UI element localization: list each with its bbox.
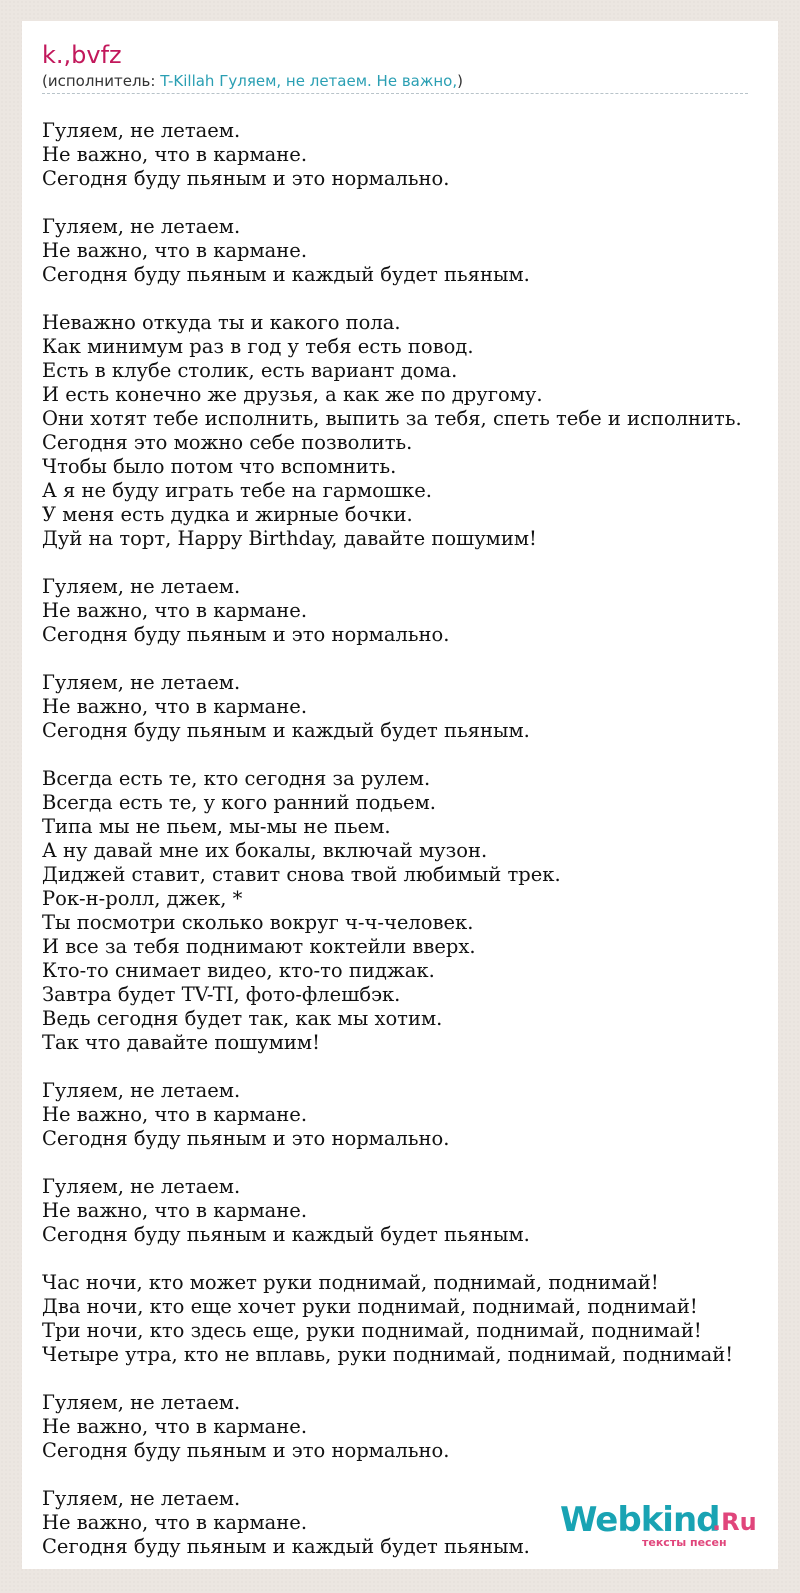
lyric-line: Гуляем, не летаем. [42, 215, 241, 238]
lyric-line: Так что давайте пошумим! [42, 1031, 320, 1054]
lyric-line: Всегда есть те, кто сегодня за рулем. [42, 767, 431, 790]
lyric-line: А я не буду играть тебе на гармошке. [42, 479, 432, 502]
lyric-line: Не важно, что в кармане. [42, 1415, 308, 1438]
stanza-gap [42, 287, 762, 311]
artist-prefix: (исполнитель: [42, 72, 161, 90]
lyric-line: Сегодня буду пьяным и это нормально. [42, 623, 450, 646]
lyric-line: Гуляем, не летаем. [42, 1487, 241, 1510]
lyric-line: Гуляем, не летаем. [42, 1391, 241, 1414]
lyric-line: Сегодня буду пьяным и это нормально. [42, 167, 450, 190]
lyric-line: Не важно, что в кармане. [42, 1103, 308, 1126]
lyric-line: Чтобы было потом что вспомнить. [42, 455, 397, 478]
lyric-line: Неважно откуда ты и какого пола. [42, 311, 401, 334]
lyric-line: Диджей ставит, ставит снова твой любимый трек. [42, 863, 561, 886]
lyrics-text [42, 119, 762, 1559]
lyric-line: Не важно, что в кармане. [42, 239, 308, 262]
lyric-line: Два ночи, кто еще хочет руки поднимай, поднимай, поднимай! [42, 1295, 698, 1318]
lyric-line: Дуй на торт, Happy Birthday, давайте пошумим! [42, 527, 537, 550]
stanza-gap [42, 191, 762, 215]
lyric-line: Как минимум раз в год у тебя есть повод. [42, 335, 474, 358]
lyric-line: Всегда есть те, у кого ранний подьем. [42, 791, 436, 814]
lyric-line: Типа мы не пьем, мы-мы не пьем. [42, 815, 391, 838]
lyric-line: И есть конечно же друзья, а как же по другому. [42, 383, 543, 406]
logo-subtitle: тексты песен [642, 1536, 727, 1549]
lyric-line: Не важно, что в кармане. [42, 143, 308, 166]
lyric-line: Сегодня буду пьяным и каждый будет пьяным. [42, 1223, 530, 1246]
stanza-gap [42, 743, 762, 767]
artist-line [42, 71, 748, 94]
lyric-line: Не важно, что в кармане. [42, 1511, 308, 1534]
lyric-line: Сегодня буду пьяным и это нормально. [42, 1127, 450, 1150]
stanza-gap [42, 1055, 762, 1079]
lyric-line: Есть в клубе столик, есть вариант дома. [42, 359, 458, 382]
lyric-line: Не важно, что в кармане. [42, 695, 308, 718]
artist-link[interactable]: T-Killah Гуляем, не летаем. Не важно, [160, 72, 458, 90]
lyric-line: Рок-н-ролл, джек, * [42, 887, 243, 910]
lyric-line: Гуляем, не летаем. [42, 575, 241, 598]
stanza-gap [42, 1367, 762, 1391]
logo-tld-text: .Ru [712, 1508, 757, 1536]
lyric-line: Гуляем, не летаем. [42, 119, 241, 142]
lyric-line: Не важно, что в кармане. [42, 599, 308, 622]
artist-suffix: ) [457, 72, 463, 90]
song-title: k.,bvfz [42, 41, 122, 69]
lyric-line: Гуляем, не летаем. [42, 1175, 241, 1198]
lyric-line: Завтра будет TV-TI, фото-флешбэк. [42, 983, 401, 1006]
lyric-line: И все за тебя поднимают коктейли вверх. [42, 935, 476, 958]
lyric-line: Гуляем, не летаем. [42, 671, 241, 694]
lyric-line: Час ночи, кто может руки поднимай, поднимай, поднимай! [42, 1271, 659, 1294]
lyric-line: Сегодня буду пьяным и это нормально. [42, 1439, 450, 1462]
stanza-gap [42, 1151, 762, 1175]
lyric-line: Они хотят тебе исполнить, выпить за тебя, спеть тебе и исполнить. [42, 407, 742, 430]
stanza-gap [42, 1247, 762, 1271]
stanza-gap [42, 647, 762, 671]
lyric-line: Ведь сегодня будет так, как мы хотим. [42, 1007, 443, 1030]
lyric-line: Сегодня буду пьяным и каждый будет пьяным. [42, 263, 530, 286]
lyric-line: Четыре утра, кто не вплавь, руки поднимай, поднимай, поднимай! [42, 1343, 734, 1366]
lyric-line: У меня есть дудка и жирные бочки. [42, 503, 413, 526]
lyric-line: Кто-то снимает видео, кто-то пиджак. [42, 959, 435, 982]
lyric-line: А ну давай мне их бокалы, включай музон. [42, 839, 488, 862]
lyric-line: Гуляем, не летаем. [42, 1079, 241, 1102]
site-logo[interactable] [560, 1500, 760, 1552]
stanza-gap [42, 551, 762, 575]
stanza-gap [42, 1463, 762, 1487]
lyric-line: Сегодня это можно себе позволить. [42, 431, 413, 454]
logo-main-text: Webkind [560, 1500, 720, 1540]
lyric-line: Не важно, что в кармане. [42, 1199, 308, 1222]
lyric-line: Ты посмотри сколько вокруг ч-ч-человек. [42, 911, 474, 934]
lyric-line: Три ночи, кто здесь еще, руки поднимай, поднимай, поднимай! [42, 1319, 702, 1342]
lyric-line: Сегодня буду пьяным и каждый будет пьяным. [42, 719, 530, 742]
lyrics-card [22, 21, 778, 1569]
lyric-line: Сегодня буду пьяным и каждый будет пьяным. [42, 1535, 530, 1558]
